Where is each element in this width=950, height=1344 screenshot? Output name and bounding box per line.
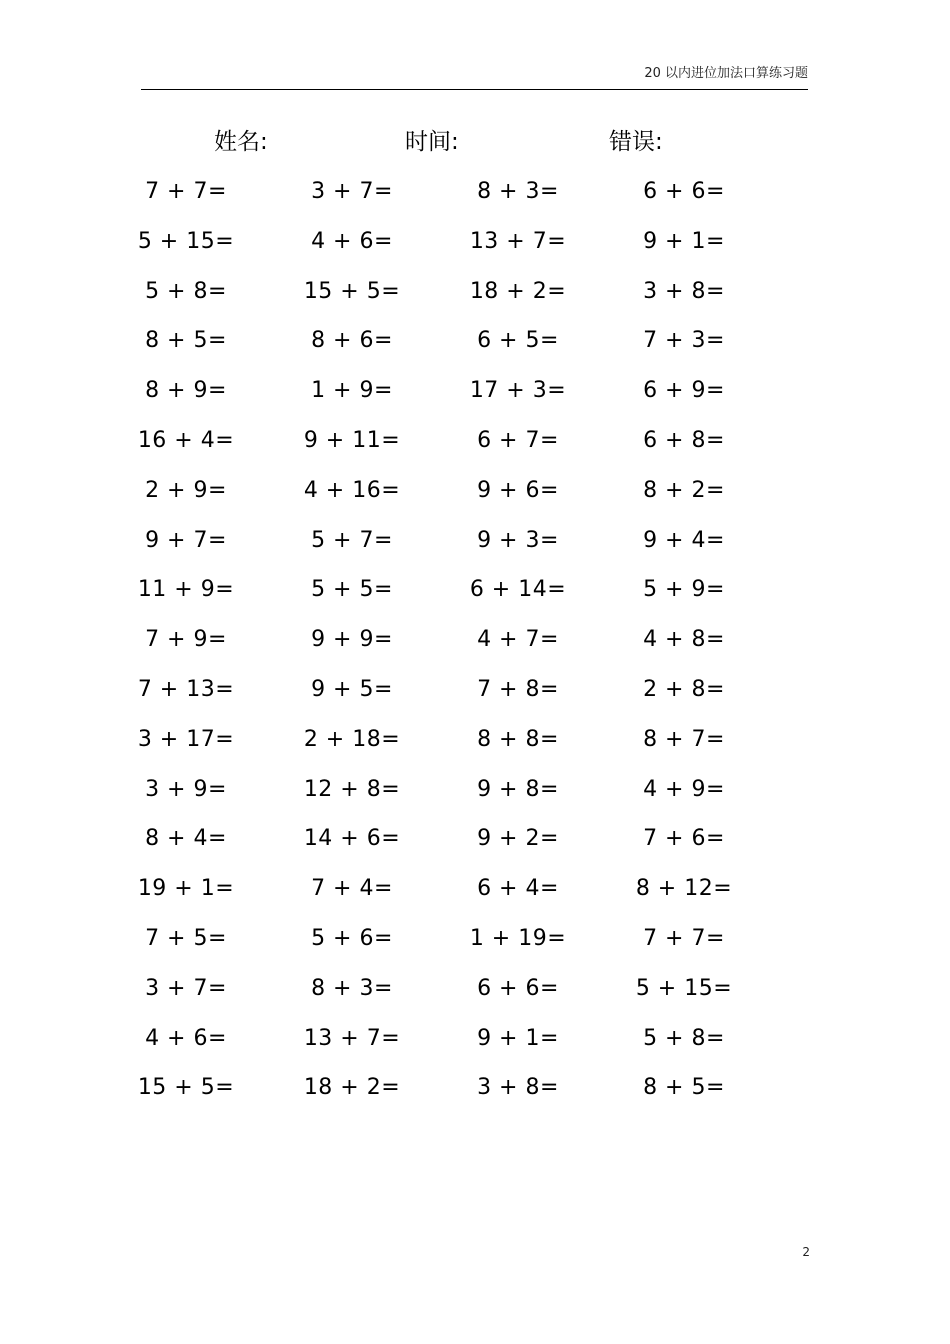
- addition-problem: 5 + 15=: [635, 975, 733, 1001]
- addition-problem: 6 + 9=: [643, 378, 725, 404]
- problem-row: [0, 471, 950, 521]
- addition-problem: 8 + 8=: [477, 726, 559, 752]
- addition-problem: 8 + 3=: [477, 179, 559, 204]
- addition-problem: 14 + 6=: [303, 826, 401, 852]
- addition-problem: 9 + 2=: [477, 826, 559, 852]
- addition-problem: 18 + 2=: [469, 278, 567, 304]
- problem-row: [0, 222, 950, 272]
- addition-problem: 9 + 8=: [477, 776, 559, 802]
- problem-row: [0, 720, 950, 770]
- addition-problem: 9 + 3=: [477, 527, 559, 553]
- addition-problem: 4 + 6=: [311, 228, 393, 254]
- addition-problem: 4 + 6=: [145, 1025, 227, 1051]
- addition-problem: 5 + 8=: [145, 278, 227, 304]
- page-number: 2: [802, 1245, 810, 1259]
- addition-problem: 9 + 6=: [477, 477, 559, 503]
- addition-problem: 8 + 5=: [643, 1075, 725, 1101]
- addition-problem: 4 + 16=: [303, 477, 401, 503]
- errors-label: 错误:: [609, 129, 663, 155]
- addition-problem: 4 + 8=: [643, 627, 725, 653]
- addition-problem: 7 + 5=: [145, 925, 227, 951]
- problem-row: [0, 620, 950, 670]
- addition-problem: 7 + 3=: [643, 328, 725, 354]
- problem-row: [0, 919, 950, 969]
- addition-problem: 8 + 6=: [311, 328, 393, 354]
- addition-problem: 3 + 8=: [477, 1075, 559, 1101]
- addition-problem: 6 + 8=: [643, 427, 725, 453]
- problem-row: [0, 869, 950, 919]
- addition-problem: 5 + 5=: [311, 577, 393, 603]
- addition-problem: 2 + 18=: [303, 726, 401, 752]
- addition-problem: 8 + 9=: [145, 378, 227, 404]
- addition-problem: 7 + 8=: [477, 676, 559, 702]
- addition-problem: 5 + 6=: [311, 925, 393, 951]
- problem-row: [0, 670, 950, 720]
- problem-row: [0, 1019, 950, 1069]
- addition-problem: 5 + 8=: [643, 1025, 725, 1051]
- addition-problem: 3 + 9=: [145, 776, 227, 802]
- addition-problem: 3 + 7=: [311, 179, 393, 204]
- problem-row: [0, 570, 950, 620]
- addition-problem: 15 + 5=: [137, 1075, 235, 1101]
- addition-problem: 7 + 7=: [643, 925, 725, 951]
- addition-problem: 8 + 5=: [145, 328, 227, 354]
- student-info-row: [0, 124, 950, 160]
- addition-problem: 13 + 7=: [469, 228, 567, 254]
- addition-problem: 9 + 1=: [643, 228, 725, 254]
- addition-problem: 6 + 6=: [643, 179, 725, 204]
- addition-problem: 9 + 9=: [311, 627, 393, 653]
- addition-problem: 9 + 1=: [477, 1025, 559, 1051]
- page-header: [141, 58, 808, 90]
- addition-problem: 17 + 3=: [469, 378, 567, 404]
- addition-problem: 2 + 9=: [145, 477, 227, 503]
- addition-problem: 15 + 5=: [303, 278, 401, 304]
- addition-problem: 11 + 9=: [137, 577, 235, 603]
- addition-problem: 19 + 1=: [137, 876, 235, 902]
- problem-row: [0, 819, 950, 869]
- addition-problem: 9 + 5=: [311, 676, 393, 702]
- problem-row: [0, 969, 950, 1019]
- addition-problem: 2 + 8=: [643, 676, 725, 702]
- addition-problem: 13 + 7=: [303, 1025, 401, 1051]
- addition-problem: 4 + 9=: [643, 776, 725, 802]
- addition-problem: 5 + 9=: [643, 577, 725, 603]
- addition-problem: 7 + 7=: [145, 179, 227, 204]
- addition-problem: 1 + 19=: [469, 925, 567, 951]
- addition-problem: 9 + 4=: [643, 527, 725, 553]
- addition-problem: 12 + 8=: [303, 776, 401, 802]
- addition-problem: 4 + 7=: [477, 627, 559, 653]
- addition-problem: 6 + 7=: [477, 427, 559, 453]
- addition-problem: 3 + 8=: [643, 278, 725, 304]
- addition-problem: 7 + 9=: [145, 627, 227, 653]
- addition-problem: 8 + 12=: [635, 876, 733, 902]
- addition-problem: 5 + 7=: [311, 527, 393, 553]
- addition-problem: 8 + 7=: [643, 726, 725, 752]
- problem-row: [0, 1068, 950, 1118]
- addition-problem: 6 + 6=: [477, 975, 559, 1001]
- problem-row: [0, 521, 950, 571]
- problem-row: [0, 421, 950, 471]
- addition-problem: 1 + 9=: [311, 378, 393, 404]
- addition-problem: 7 + 4=: [311, 876, 393, 902]
- addition-problem: 3 + 7=: [145, 975, 227, 1001]
- problem-row: [0, 272, 950, 322]
- addition-problem: 18 + 2=: [303, 1075, 401, 1101]
- name-label: 姓名:: [214, 129, 268, 155]
- problem-row: [0, 172, 950, 222]
- problem-row: [0, 321, 950, 371]
- addition-problem: 6 + 5=: [477, 328, 559, 354]
- addition-problem: 9 + 11=: [303, 427, 401, 453]
- problem-row: [0, 371, 950, 421]
- problem-row: [0, 770, 950, 820]
- addition-problem: 7 + 13=: [137, 676, 235, 702]
- addition-problem: 9 + 7=: [145, 527, 227, 553]
- problem-grid: [0, 172, 950, 1118]
- header-title: 20 以内进位加法口算练习题: [644, 66, 808, 81]
- time-label: 时间:: [405, 129, 459, 155]
- addition-problem: 7 + 6=: [643, 826, 725, 852]
- addition-problem: 8 + 2=: [643, 477, 725, 503]
- addition-problem: 8 + 3=: [311, 975, 393, 1001]
- addition-problem: 16 + 4=: [137, 427, 235, 453]
- addition-problem: 3 + 17=: [137, 726, 235, 752]
- addition-problem: 8 + 4=: [145, 826, 227, 852]
- addition-problem: 5 + 15=: [137, 228, 235, 254]
- addition-problem: 6 + 14=: [469, 577, 567, 603]
- addition-problem: 6 + 4=: [477, 876, 559, 902]
